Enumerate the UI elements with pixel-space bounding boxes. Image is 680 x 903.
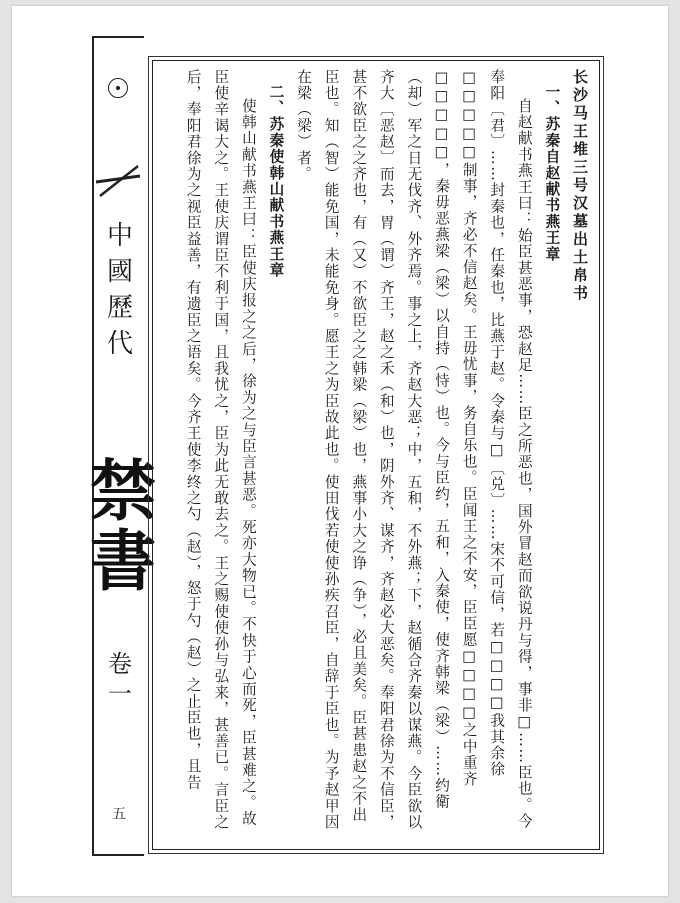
page-number: 五 — [110, 806, 126, 830]
margin-band — [78, 36, 157, 856]
band-top-rule — [92, 36, 144, 38]
source-header: 长沙马王堆三号汉墓出土帛书 — [571, 69, 589, 303]
collection-big-title: 禁書 — [78, 456, 157, 596]
vertical-text-body — [159, 69, 593, 839]
band-bottom-rule — [92, 854, 144, 856]
section-1-paragraph: 自赵献书燕王曰：始臣甚恶事，恐赵足……臣之所恶也，国外冒赵而欲说丹与得，事非□……臣也。今奉阳〔君〕……封秦也，任秦也，比燕于赵。令秦与□〔兑〕……宋不可信，若□□□□我其余徐□□□□□制事，齐必不信赵矣。王毋忧事，务自乐也。臣闻王之不安，臣臣愿□□□□之中重齐□□□□□，秦毋恶燕梁（梁）以自持（恃）也。今与臣约，五和，入秦使，使齐韩梁（梁）……约衛（却）军之日无伐齐、外齐焉。事之上，齐赵大恶；中，五和，不外燕；下，赵循合齐秦以谋燕。今臣欲以齐大〔恶赵〕而去，胃（谓）齐王，赵之禾（和）也，阴外齐、谋齐，齐赵必大恶矣。奉阳君徐为不信臣，甚不欲臣之之齐也，有（又）不欲臣之之韩梁（梁）也，燕事小大之诤（争），必且美矣。臣甚患赵之不出臣也。知（智）能免国，未能免身。愿王之为臣故此也。使田伐若使使孙疾召臣，自辞于臣也。为予赵甲因在梁（梁）者。 — [295, 69, 533, 831]
section-2-title: 二、苏秦使韩山献书燕王章 — [267, 83, 285, 278]
section-2-paragraph: 使韩山献书燕王曰：臣使庆报之之后，徐为之与臣言甚恶。死亦大物已。不快于心而死，臣甚难之。故臣使辛谒大之。王使庆谓臣不利于国，且我忧之，臣为此无敢去之。王之赐使使孙与弘来，甚善已。言臣之后，奉阳君徐为之视臣益善，有遗臣之语矣。今齐王使李终之勺（赵），怒于勺（赵）之止臣也，且告 — [184, 69, 257, 831]
book-page — [12, 6, 668, 896]
section-1-title: 一、苏秦自赵献书燕王章 — [543, 83, 561, 262]
fishtail-circle-icon — [108, 78, 128, 98]
collection-title: 中國歷代 — [102, 221, 133, 365]
fishtail-slash-icon — [94, 162, 142, 202]
volume-label: 卷一 — [103, 651, 132, 711]
text-frame — [152, 60, 600, 850]
band-left-rule — [92, 36, 94, 856]
